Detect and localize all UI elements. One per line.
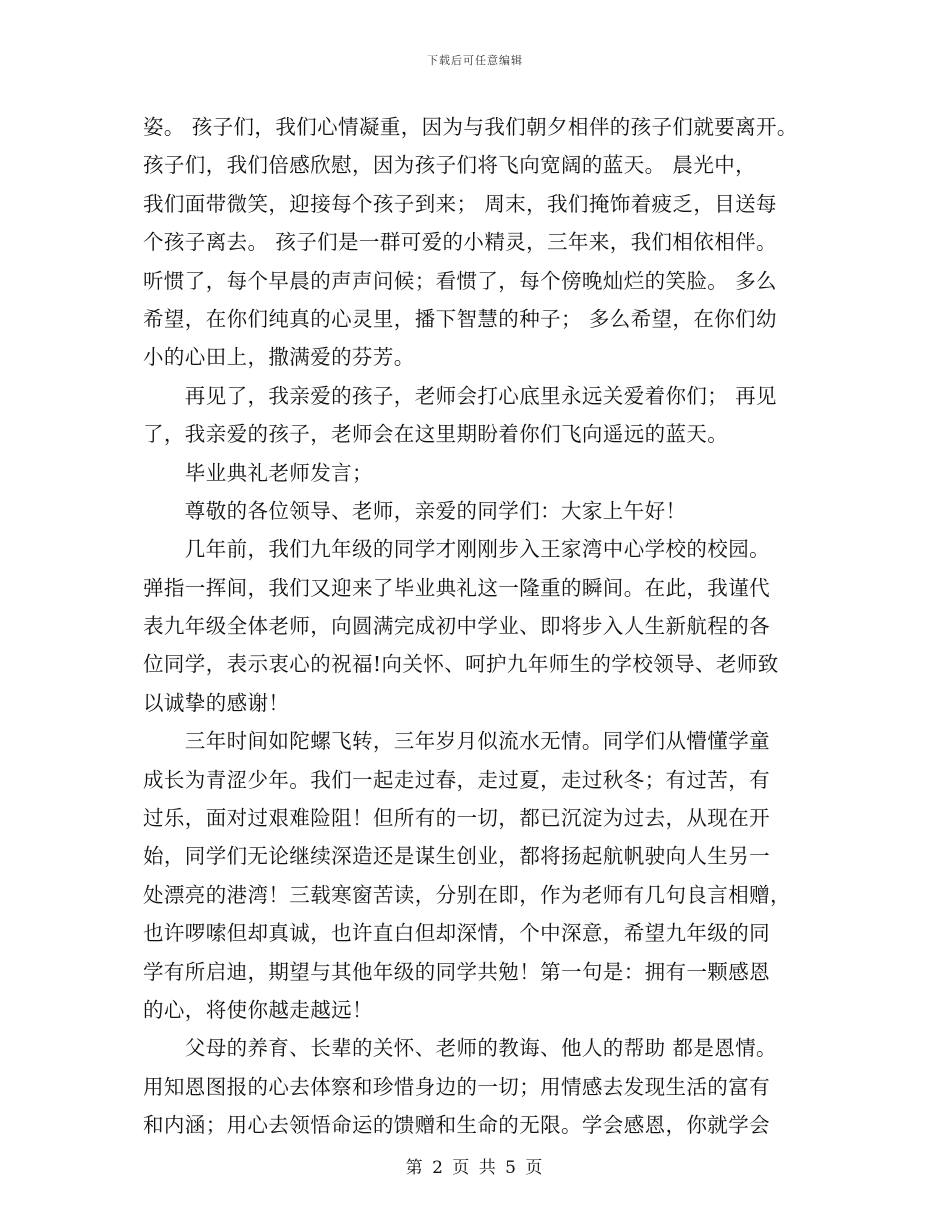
text-line: 个孩子离去。 孩子们是一群可爱的小精灵，三年来，我们相依相伴。 <box>143 230 777 255</box>
text-line: 处漂亮的港湾！三载寒窗苦读，分别在即，作为老师有几句良言相赠， <box>143 882 791 907</box>
text-line: 也许啰嗦但却真诚，也许直白但却深情，个中深意，希望九年级的同 <box>143 921 770 946</box>
text-line: 弹指一挥间，我们又迎来了毕业典礼这一隆重的瞬间。在此，我谨代 <box>143 575 770 600</box>
text-line: 毕业典礼老师发言； <box>143 460 373 485</box>
text-line: 尊敬的各位领导、老师，亲爱的同学们：大家上午好！ <box>143 498 687 523</box>
text-line: 和内涵；用心去领悟命运的馈赠和生命的无限。学会感恩，你就学会 <box>143 1113 770 1138</box>
text-line: 父母的养育、长辈的关怀、老师的教诲、他人的帮助 都是恩情。 <box>143 1036 777 1061</box>
text-line: 希望，在你们纯真的心灵里，播下智慧的种子； 多么希望，在你们幼 <box>143 306 777 331</box>
text-line: 了，我亲爱的孩子，老师会在这里期盼着你们飞向遥远的蓝天。 <box>143 422 729 447</box>
page-number-footer: 第 2 页 共 5 页 <box>405 1158 545 1178</box>
text-line: 孩子们，我们倍感欣慰，因为孩子们将飞向宽阔的蓝天。 晨光中， <box>143 153 757 178</box>
text-line: 几年前，我们九年级的同学才刚刚步入王家湾中心学校的校园。 <box>143 537 770 562</box>
text-line: 的心，将使你越走越远！ <box>143 997 373 1022</box>
text-line: 姿。 孩子们，我们心情凝重，因为与我们朝夕相伴的孩子们就要离开。 <box>143 115 798 139</box>
text-line: 我们面带微笑，迎接每个孩子到来； 周末，我们掩饰着疲乏，目送每 <box>143 191 777 216</box>
document-body <box>143 108 815 1145</box>
page-header: 下载后可任意编辑 <box>427 54 523 67</box>
text-line: 小的心田上，撒满爱的芬芳。 <box>143 345 415 370</box>
text-line: 听惯了，每个早晨的声声问候；看惯了，每个傍晚灿烂的笑脸。 多么 <box>143 268 777 293</box>
text-line: 学有所启迪，期望与其他年级的同学共勉！第一句是：拥有一颗感恩 <box>143 959 770 984</box>
text-line: 过乐，面对过艰难险阻！但所有的一切，都已沉淀为过去，从现在开 <box>143 806 770 831</box>
text-line: 始，同学们无论继续深造还是谋生创业，都将扬起航帆驶向人生另一 <box>143 844 770 869</box>
text-line: 三年时间如陀螺飞转，三年岁月似流水无情。同学们从懵懂学童 <box>143 729 770 754</box>
text-line: 再见了，我亲爱的孩子，老师会打心底里永远关爱着你们； 再见 <box>143 383 777 408</box>
text-line: 成长为青涩少年。我们一起走过春，走过夏，走过秋冬；有过苦，有 <box>143 767 770 792</box>
text-line: 位同学，表示衷心的祝福!向关怀、呵护九年师生的学校领导、老师致 <box>143 652 779 677</box>
text-line: 以诚挚的感谢！ <box>143 690 290 715</box>
text-line: 用知恩图报的心去体察和珍惜身边的一切；用情感去发现生活的富有 <box>143 1074 770 1099</box>
text-line: 表九年级全体老师，向圆满完成初中学业、即将步入人生新航程的各 <box>143 614 770 639</box>
